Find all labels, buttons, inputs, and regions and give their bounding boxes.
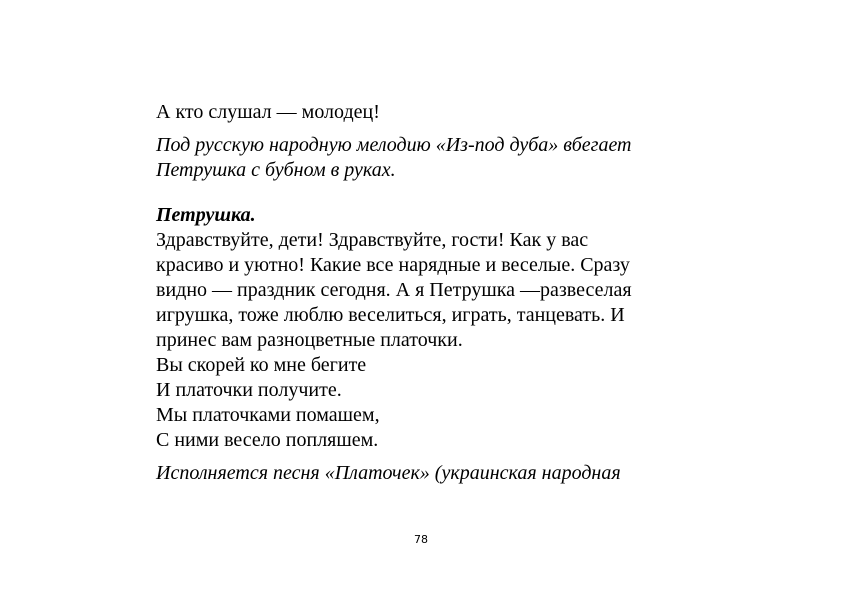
verse-line: Мы платочками помашем, bbox=[156, 404, 380, 426]
speaker-name: Петрушка. bbox=[156, 204, 256, 226]
spacer bbox=[156, 453, 716, 461]
stage-direction-2: Исполняется песня «Платочек» (украинская народная bbox=[156, 462, 621, 484]
stage-direction-1 bbox=[156, 133, 716, 183]
speech-line: видно — праздник сегодня. А я Петрушка —развеселая bbox=[156, 279, 632, 301]
speech-line: Здравствуйте, дети! Здравствуйте, гости! Как у вас bbox=[156, 229, 589, 251]
speech-line: игрушка, тоже люблю веселиться, играть, танцевать. И bbox=[156, 304, 625, 326]
text-body bbox=[156, 100, 716, 486]
spacer bbox=[156, 125, 716, 133]
speech-block bbox=[156, 228, 716, 453]
page-number: 78 bbox=[414, 533, 428, 546]
speech-line: красиво и уютно! Какие все нарядные и веселые. Сразу bbox=[156, 254, 630, 276]
closing-line: А кто слушал — молодец! bbox=[156, 101, 380, 123]
spacer bbox=[156, 183, 716, 203]
verse-line: С ними весело попляшем. bbox=[156, 429, 379, 451]
verse-line: Вы скорей ко мне бегите bbox=[156, 354, 367, 376]
stage-direction-line: Петрушка с бубном в руках. bbox=[156, 159, 396, 181]
verse-line: И платочки получите. bbox=[156, 379, 342, 401]
stage-direction-line: Под русскую народную мелодию «Из-под дуба» вбегает bbox=[156, 134, 632, 156]
speech-line: принес вам разноцветные платочки. bbox=[156, 329, 463, 351]
